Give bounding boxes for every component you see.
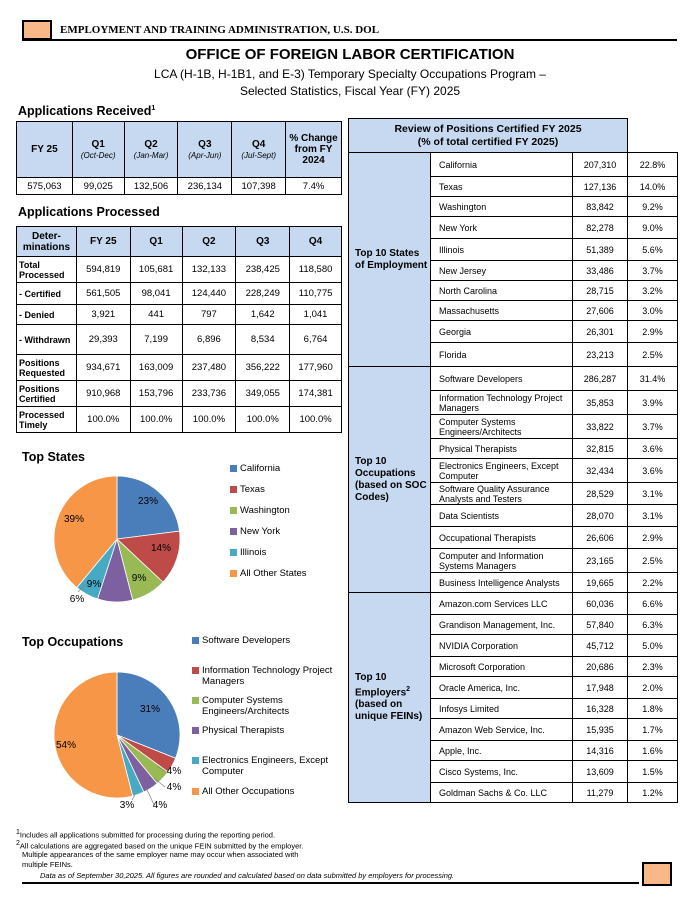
pie-slice-1	[117, 476, 180, 539]
processed-row-label: Positions Requested	[17, 355, 77, 381]
review-item-name: Apple, Inc.	[431, 741, 573, 761]
processed-cell: 7,199	[130, 325, 182, 355]
processed-col-q4: Q4	[290, 227, 342, 257]
legend-label: Illinois	[240, 547, 267, 558]
processed-cell: 100.0%	[290, 407, 342, 433]
pie-data-label: 39%	[63, 514, 85, 525]
review-item-pct: 14.0%	[628, 177, 678, 197]
review-item-count: 32,434	[573, 459, 628, 483]
legend-swatch	[230, 486, 237, 493]
processed-row-label: Processed Timely	[17, 407, 77, 433]
pie-data-label: 54%	[55, 740, 77, 751]
review-item-name: North Carolina	[431, 281, 573, 301]
review-item-pct: 3.1%	[628, 483, 678, 505]
processed-col-fy25: FY 25	[76, 227, 130, 257]
processed-cell: 98,041	[130, 283, 182, 305]
occupations-chart-title: Top Occupations	[22, 635, 124, 649]
legend-swatch	[192, 757, 199, 764]
review-item-pct: 3.0%	[628, 301, 678, 321]
review-item-count: 20,686	[573, 657, 628, 677]
legend-swatch	[192, 727, 199, 734]
pie-data-label: 9%	[86, 579, 102, 590]
review-item-pct: 22.8%	[628, 153, 678, 177]
review-item-count: 33,822	[573, 415, 628, 439]
processed-cell: 238,425	[236, 257, 290, 283]
processed-cell: 132,133	[182, 257, 236, 283]
review-item-count: 60,036	[573, 593, 628, 615]
processed-col-q3: Q3	[236, 227, 290, 257]
review-item-pct: 5.0%	[628, 635, 678, 657]
processed-cell: 561,505	[76, 283, 130, 305]
review-item-pct: 1.6%	[628, 741, 678, 761]
subtitle-line-1: LCA (H-1B, H-1B1, and E-3) Temporary Specialty Occupations Program –	[154, 67, 546, 81]
legend-swatch	[192, 667, 199, 674]
processed-cell: 1,642	[236, 305, 290, 325]
processed-cell: 29,393	[76, 325, 130, 355]
processed-cell: 6,764	[290, 325, 342, 355]
review-item-count: 33,486	[573, 261, 628, 281]
agency-name: EMPLOYMENT AND TRAINING ADMINISTRATION, U.S. DOL	[60, 24, 380, 36]
review-item-count: 14,316	[573, 741, 628, 761]
review-row	[349, 153, 678, 177]
review-item-name: Oracle America, Inc.	[431, 677, 573, 699]
legend-label: Software Developers	[202, 635, 291, 646]
processed-col-q1: Q1	[130, 227, 182, 257]
received-values-row	[17, 178, 342, 195]
processed-row	[17, 325, 342, 355]
review-item-name: Amazon.com Services LLC	[431, 593, 573, 615]
review-item-name: Occupational Therapists	[431, 527, 573, 549]
data-date-note: Data as of September 30,2025. All figures are rounded and calculated based on data submitted by employers for processing.	[40, 871, 455, 880]
review-item-count: 17,948	[573, 677, 628, 699]
review-item-pct: 9.0%	[628, 217, 678, 239]
processed-cell: 3,921	[76, 305, 130, 325]
review-title-line-1: Review of Positions Certified FY 2025	[394, 122, 582, 135]
review-item-count: 26,606	[573, 527, 628, 549]
processed-row-label: - Certified	[17, 283, 77, 305]
review-item-pct: 2.3%	[628, 657, 678, 677]
review-item-count: 23,165	[573, 549, 628, 573]
review-item-name: Physical Therapists	[431, 439, 573, 459]
review-item-count: 28,715	[573, 281, 628, 301]
legend-swatch	[230, 507, 237, 514]
review-item-name: Software Developers	[431, 367, 573, 391]
processed-cell: 797	[182, 305, 236, 325]
received-cell: 107,398	[232, 178, 286, 195]
processed-cell: 441	[130, 305, 182, 325]
received-cell: 99,025	[72, 178, 124, 195]
footnote-1: $^1$Includes all applications submitted for processing during the reporting period.	[16, 829, 276, 840]
received-header-row	[17, 122, 342, 178]
processed-row	[17, 381, 342, 407]
review-item-count: 19,665	[573, 573, 628, 593]
review-item-count: 26,301	[573, 321, 628, 343]
review-item-name: Cisco Systems, Inc.	[431, 761, 573, 783]
review-item-name: Texas	[431, 177, 573, 197]
legend-label: New York	[240, 526, 281, 537]
review-item-name: Goldman Sachs & Co. LLC	[431, 783, 573, 803]
legend-swatch	[230, 549, 237, 556]
review-item-pct: 6.6%	[628, 593, 678, 615]
legend-swatch	[230, 465, 237, 472]
received-cell: 575,063	[17, 178, 73, 195]
processed-cell: 153,796	[130, 381, 182, 407]
legend-label: Computer Systems Engineers/Architects	[202, 695, 290, 717]
legend-swatch	[192, 637, 199, 644]
processed-cell: 100.0%	[130, 407, 182, 433]
review-item-name: Business Intelligence Analysts	[431, 573, 573, 593]
review-item-pct: 2.5%	[628, 343, 678, 367]
review-title	[349, 119, 628, 153]
review-item-count: 286,287	[573, 367, 628, 391]
received-cell: 7.4%	[286, 178, 342, 195]
review-item-count: 16,328	[573, 699, 628, 719]
review-item-pct: 5.6%	[628, 239, 678, 261]
received-col-q1: Q1 (Oct-Dec)	[72, 122, 124, 178]
received-col-change: % Change from FY 2024	[286, 122, 342, 178]
processed-body	[17, 257, 342, 433]
received-title	[18, 104, 155, 118]
legend-swatch	[230, 570, 237, 577]
processed-row	[17, 283, 342, 305]
processed-title: Applications Processed	[18, 205, 160, 219]
review-item-name: Computer Systems Engineers/Architects	[431, 415, 573, 439]
footnote-2-cont-2: multiple FEINs.	[22, 860, 73, 869]
processed-cell: 110,775	[290, 283, 342, 305]
footnote-2: $^2$All calculations are aggregated based on the unique FEIN submitted by the employer.	[16, 840, 304, 851]
processed-cell: 934,671	[76, 355, 130, 381]
processed-header-row	[17, 227, 342, 257]
legend-swatch	[230, 528, 237, 535]
processed-cell: 105,681	[130, 257, 182, 283]
review-item-count: 83,842	[573, 197, 628, 217]
review-item-pct: 2.9%	[628, 321, 678, 343]
pie-data-label: 4%	[166, 766, 182, 777]
pie-data-label: 23%	[137, 496, 159, 507]
page-subtitle	[0, 66, 700, 100]
review-item-name: Georgia	[431, 321, 573, 343]
header-rule	[22, 39, 677, 41]
review-item-pct: 9.2%	[628, 197, 678, 217]
processed-cell: 910,968	[76, 381, 130, 407]
review-item-count: 127,136	[573, 177, 628, 197]
received-footnote-mark: 1	[151, 104, 156, 112]
processed-cell: 163,009	[130, 355, 182, 381]
legend-label: All Other Occupations	[202, 786, 295, 797]
review-item-name: Washington	[431, 197, 573, 217]
review-item-count: 207,310	[573, 153, 628, 177]
review-item-name: Massachusetts	[431, 301, 573, 321]
processed-cell: 228,249	[236, 283, 290, 305]
processed-col-determinations: Deter-minations	[17, 227, 77, 257]
review-header-row	[349, 119, 678, 153]
processed-col-q2: Q2	[182, 227, 236, 257]
review-item-name: Computer and Information Systems Managers	[431, 549, 573, 573]
review-item-name: California	[431, 153, 573, 177]
processed-row-label: Positions Certified	[17, 381, 77, 407]
footnote-2-cont: Multiple appearances of the same employer name may occur when associated with	[22, 850, 299, 859]
legend-label: Physical Therapists	[202, 725, 285, 736]
review-item-name: Data Scientists	[431, 505, 573, 527]
review-item-pct: 2.0%	[628, 677, 678, 699]
review-item-name: Microsoft Corporation	[431, 657, 573, 677]
processed-cell: 237,480	[182, 355, 236, 381]
pie-data-label: 3%	[119, 800, 135, 811]
review-item-count: 11,279	[573, 783, 628, 803]
review-item-count: 35,853	[573, 391, 628, 415]
review-item-count: 51,389	[573, 239, 628, 261]
legend-label: Electronics Engineers, Except Computer	[202, 755, 329, 777]
pie-data-label: 4%	[152, 800, 168, 811]
processed-row	[17, 257, 342, 283]
review-item-count: 82,278	[573, 217, 628, 239]
review-item-pct: 1.8%	[628, 699, 678, 719]
review-title-line-2: (% of total certified FY 2025)	[417, 135, 559, 148]
processed-cell: 174,381	[290, 381, 342, 407]
review-item-name: Florida	[431, 343, 573, 367]
review-item-count: 23,213	[573, 343, 628, 367]
processed-cell: 118,580	[290, 257, 342, 283]
page-title: OFFICE OF FOREIGN LABOR CERTIFICATION	[185, 46, 515, 63]
pie-leader-line	[146, 788, 154, 805]
pie-data-label: 6%	[69, 594, 85, 605]
pie-data-label: 9%	[131, 573, 147, 584]
subtitle-line-2: Selected Statistics, Fiscal Year (FY) 2025	[239, 84, 461, 98]
processed-cell: 356,222	[236, 355, 290, 381]
received-col-fy25: FY 25	[17, 122, 73, 178]
review-item-count: 15,935	[573, 719, 628, 741]
processed-row-label: - Denied	[17, 305, 77, 325]
review-item-pct: 6.3%	[628, 615, 678, 635]
legend-swatch	[192, 697, 199, 704]
processed-cell: 1,041	[290, 305, 342, 325]
review-item-name: NVIDIA Corporation	[431, 635, 573, 657]
review-item-name: Illinois	[431, 239, 573, 261]
review-item-count: 27,606	[573, 301, 628, 321]
footer-rule	[22, 882, 639, 884]
review-item-pct: 3.7%	[628, 261, 678, 281]
review-item-count: 32,815	[573, 439, 628, 459]
legend-label: All Other States	[240, 568, 307, 579]
review-item-name: Amazon Web Service, Inc.	[431, 719, 573, 741]
review-item-name: New Jersey	[431, 261, 573, 281]
review-item-pct: 1.2%	[628, 783, 678, 803]
review-item-pct: 3.1%	[628, 505, 678, 527]
review-item-pct: 3.2%	[628, 281, 678, 301]
review-item-pct: 3.7%	[628, 415, 678, 439]
review-item-pct: 1.7%	[628, 719, 678, 741]
review-table	[348, 118, 678, 803]
review-item-name: New York	[431, 217, 573, 239]
processed-table	[16, 226, 342, 433]
review-item-pct: 3.6%	[628, 459, 678, 483]
review-item-pct: 3.6%	[628, 439, 678, 459]
legend-label: Washington	[240, 505, 290, 516]
pie-data-label: 14%	[150, 543, 172, 554]
header-accent-box	[22, 20, 52, 40]
processed-cell: 177,960	[290, 355, 342, 381]
processed-cell: 100.0%	[182, 407, 236, 433]
footer-accent-box	[642, 862, 672, 886]
processed-cell: 6,896	[182, 325, 236, 355]
review-item-name: Information Technology Project Managers	[431, 391, 573, 415]
review-item-count: 28,529	[573, 483, 628, 505]
review-item-pct: 2.2%	[628, 573, 678, 593]
received-title-text: Applications Received	[18, 104, 152, 118]
received-col-q4: Q4 (Jul-Sept)	[232, 122, 286, 178]
received-col-q2: Q2 (Jan-Mar)	[124, 122, 178, 178]
review-item-name: Grandison Management, Inc.	[431, 615, 573, 635]
processed-cell: 594,819	[76, 257, 130, 283]
states-chart-title: Top States	[22, 450, 85, 464]
review-group-label: Top 10 Occupations (based on SOC Codes)	[349, 367, 431, 593]
review-item-pct: 3.9%	[628, 391, 678, 415]
review-row	[349, 367, 678, 391]
received-cell: 236,134	[178, 178, 232, 195]
review-item-count: 45,712	[573, 635, 628, 657]
received-table	[16, 121, 342, 195]
legend-label: Information Technology Project Managers	[202, 665, 333, 687]
review-body	[349, 153, 678, 803]
review-item-name: Infosys Limited	[431, 699, 573, 719]
review-item-pct: 2.5%	[628, 549, 678, 573]
review-item-name: Software Quality Assurance Analysts and Testers	[431, 483, 573, 505]
review-item-name: Electronics Engineers, Except Computer	[431, 459, 573, 483]
legend-swatch	[192, 788, 199, 795]
review-group-label: Top 10 Employers$^2$ (based on unique FEINs)	[349, 593, 431, 803]
review-row	[349, 593, 678, 615]
review-item-pct: 2.9%	[628, 527, 678, 549]
review-item-pct: 1.5%	[628, 761, 678, 783]
processed-cell: 100.0%	[76, 407, 130, 433]
review-item-count: 28,070	[573, 505, 628, 527]
review-item-count: 13,609	[573, 761, 628, 783]
processed-row	[17, 407, 342, 433]
review-item-count: 57,840	[573, 615, 628, 635]
review-item-pct: 31.4%	[628, 367, 678, 391]
processed-row	[17, 305, 342, 325]
processed-cell: 233,736	[182, 381, 236, 407]
received-col-q3: Q3 (Apr-Jun)	[178, 122, 232, 178]
review-group-label: Top 10 States of Employment	[349, 153, 431, 367]
processed-cell: 349,055	[236, 381, 290, 407]
legend-label: California	[240, 463, 281, 474]
received-cell: 132,506	[124, 178, 178, 195]
pie-data-label: 4%	[166, 782, 182, 793]
processed-cell: 124,440	[182, 283, 236, 305]
processed-cell: 100.0%	[236, 407, 290, 433]
processed-row-label: Total Processed	[17, 257, 77, 283]
processed-cell: 8,534	[236, 325, 290, 355]
processed-row-label: - Withdrawn	[17, 325, 77, 355]
legend-label: Texas	[240, 484, 265, 495]
processed-row	[17, 355, 342, 381]
pie-data-label: 31%	[139, 704, 161, 715]
